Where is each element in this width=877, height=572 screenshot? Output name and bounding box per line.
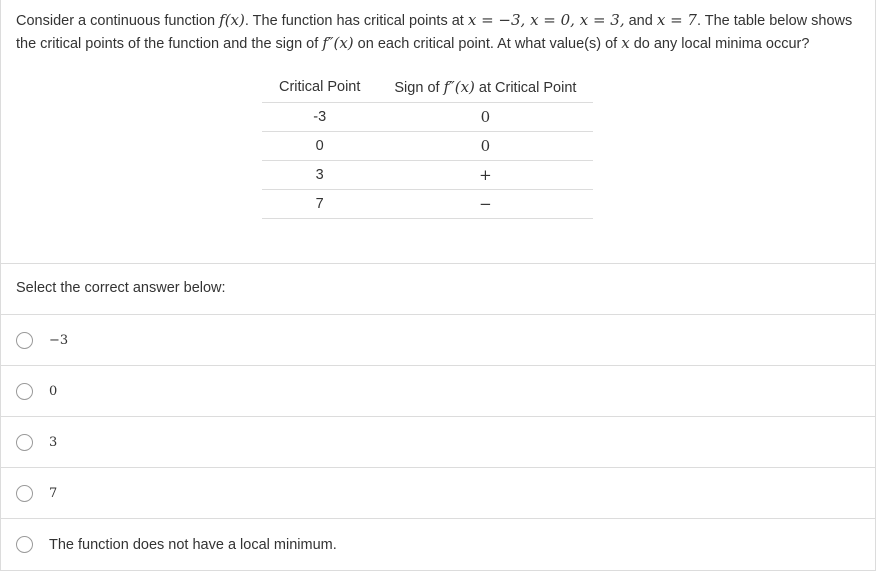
header-critical-point: Critical Point: [262, 71, 377, 103]
cell-point: -3: [262, 103, 377, 132]
critical-points-table: [262, 71, 593, 219]
question-text-part: . The function has critical points at: [244, 13, 468, 29]
header-sign: [377, 71, 593, 103]
answer-option-label: The function does not have a local minimum.: [49, 536, 337, 553]
math-critical-point-7: x = 7: [656, 11, 697, 29]
table-row: [262, 103, 593, 132]
cell-point: 0: [262, 132, 377, 161]
question-section: [1, 0, 875, 264]
header-sign-prefix: Sign of: [394, 79, 444, 96]
cell-sign: 0: [377, 132, 593, 161]
answer-option-label: −3: [49, 332, 69, 348]
header-sign-math: f″(x): [443, 77, 475, 96]
radio-button[interactable]: [16, 434, 33, 451]
answer-option-7[interactable]: [1, 468, 875, 519]
answer-option-label: 7: [49, 485, 58, 501]
math-f-of-x: f(x): [219, 11, 245, 29]
radio-button[interactable]: [16, 383, 33, 400]
header-sign-suffix: at Critical Point: [474, 79, 577, 96]
question-text-part: on each critical point. At what value(s) of: [353, 36, 622, 52]
math-critical-points: x = −3, x = 0, x = 3,: [467, 11, 625, 29]
question-text-part: Consider a continuous function: [16, 13, 220, 29]
table-header-row: [262, 71, 593, 103]
math-second-derivative: f″(x): [322, 34, 354, 52]
radio-button[interactable]: [16, 536, 33, 553]
cell-point: 3: [262, 161, 377, 190]
cell-sign: 0: [377, 103, 593, 132]
answer-option-0[interactable]: [1, 366, 875, 417]
radio-button[interactable]: [16, 332, 33, 349]
answer-option-neg3[interactable]: [1, 315, 875, 366]
answer-options: [1, 315, 875, 570]
question-text-part: and: [624, 13, 657, 29]
answer-option-no-minimum[interactable]: [1, 519, 875, 570]
answer-option-label: 0: [49, 383, 58, 399]
cell-sign: +: [377, 161, 593, 190]
math-x: x: [621, 34, 630, 52]
table-row: [262, 161, 593, 190]
table-row: [262, 132, 593, 161]
question-text: [16, 9, 861, 55]
cell-sign: −: [377, 190, 593, 219]
radio-button[interactable]: [16, 485, 33, 502]
table-row: [262, 190, 593, 219]
answer-option-label: 3: [49, 434, 58, 450]
question-text-part: do any local minima occur?: [629, 36, 810, 52]
answer-option-3[interactable]: [1, 417, 875, 468]
answer-prompt: Select the correct answer below:: [1, 264, 875, 315]
cell-point: 7: [262, 190, 377, 219]
question-text-part: . The table below shows the critical points of the function and the sign of: [16, 13, 853, 52]
